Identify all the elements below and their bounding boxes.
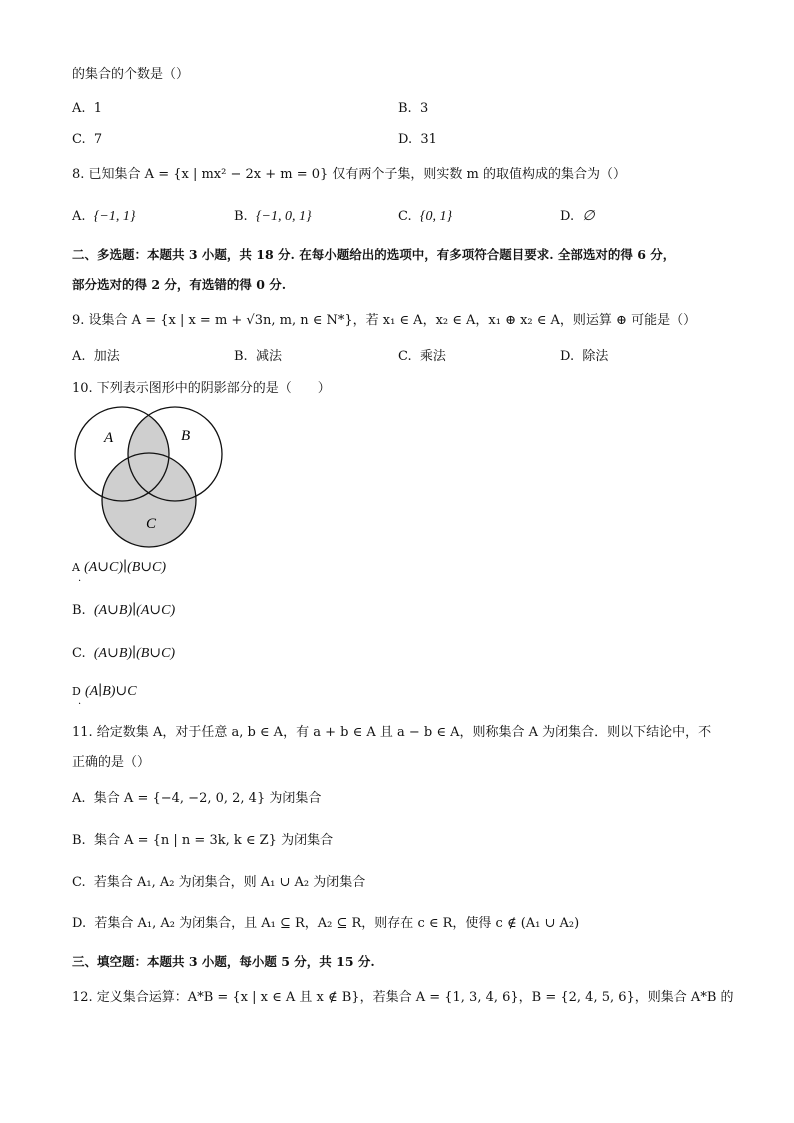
q10-option-b: B. (A∪B)∣(A∪C) <box>72 603 176 618</box>
section3-heading: 三、填空题：本题共 3 小题，每小题 5 分，共 15 分. <box>72 954 375 969</box>
q11-option-b: B. 集合 A = {n | n = 3k, k ∈ Z} 为闭集合 <box>72 833 334 848</box>
q10-option-d: D (A∣B)∪C <box>72 684 137 699</box>
q11-option-d: D. 若集合 A₁, A₂ 为闭集合，且 A₁ ⊆ R，A₂ ⊆ R，则存在 c ∈ R，使得 c ∉ (A₁ ∪ A₂) <box>72 916 580 931</box>
venn-diagram <box>68 406 232 552</box>
q7-stem-tail: 的集合的个数是（） <box>72 67 190 82</box>
q7-option-a: A. 1 <box>72 101 103 116</box>
q8-option-a: A. {−1, 1} <box>72 209 136 224</box>
q11-stem-line2: 正确的是（） <box>72 755 151 770</box>
q11-option-a: A. 集合 A = {−4, −2, 0, 2, 4} 为闭集合 <box>72 791 322 806</box>
q7-option-d: D. 31 <box>398 132 437 147</box>
q11-option-c: C. 若集合 A₁, A₂ 为闭集合，则 A₁ ∪ A₂ 为闭集合 <box>72 875 366 890</box>
q12-stem: 12. 定义集合运算：A*B = {x | x ∈ A 且 x ∉ B}，若集合 A = {1, 3, 4, 6}，B = {2, 4, 5, 6}，则集合 A*B 的 <box>72 990 734 1005</box>
q8-stem: 8. 已知集合 A = {x | mx² − 2x + m = 0} 仅有两个子集，则实数 m 的取值构成的集合为（） <box>72 167 626 182</box>
q9-stem: 9. 设集合 A = {x | x = m + √3n, m, n ∈ N*}，若 x₁ ∈ A，x₂ ∈ A，x₁ ⊕ x₂ ∈ A，则运算 ⊕ 可能是（） <box>72 313 697 328</box>
q10-option-d-dot: · <box>78 699 82 710</box>
q8-option-b: B. {−1, 0, 1} <box>234 209 312 224</box>
q9-option-c: C. 乘法 <box>398 349 446 364</box>
q7-option-b: B. 3 <box>398 101 429 116</box>
q8-option-d: D. ∅ <box>560 209 595 224</box>
q10-option-c: C. (A∪B)∣(B∪C) <box>72 646 176 661</box>
q9-option-a: A. 加法 <box>72 349 120 364</box>
q7-option-c: C. 7 <box>72 132 103 147</box>
q10-option-a: A (A∪C)∣(B∪C) <box>72 560 167 575</box>
q11-stem-line1: 11. 给定数集 A，对于任意 a, b ∈ A，有 a + b ∈ A 且 a − b ∈ A，则称集合 A 为闭集合．则以下结论中，不 <box>72 725 712 740</box>
venn-label-a: A <box>104 430 114 446</box>
section2-heading-line2: 部分选对的得 2 分，有选错的得 0 分. <box>72 277 287 292</box>
venn-label-c: C <box>146 516 157 532</box>
venn-label-b: B <box>181 428 191 444</box>
q9-option-b: B. 减法 <box>234 349 282 364</box>
q8-option-c: C. {0, 1} <box>398 209 453 224</box>
q9-option-d: D. 除法 <box>560 349 609 364</box>
section2-heading-line1: 二、多选题：本题共 3 小题，共 18 分. 在每小题给出的选项中，有多项符合题目要求. 全部选对的得 6 分， <box>72 247 676 262</box>
q10-stem: 10. 下列表示图形中的阴影部分的是（ ） <box>72 381 331 396</box>
q10-option-a-dot: · <box>78 576 82 587</box>
